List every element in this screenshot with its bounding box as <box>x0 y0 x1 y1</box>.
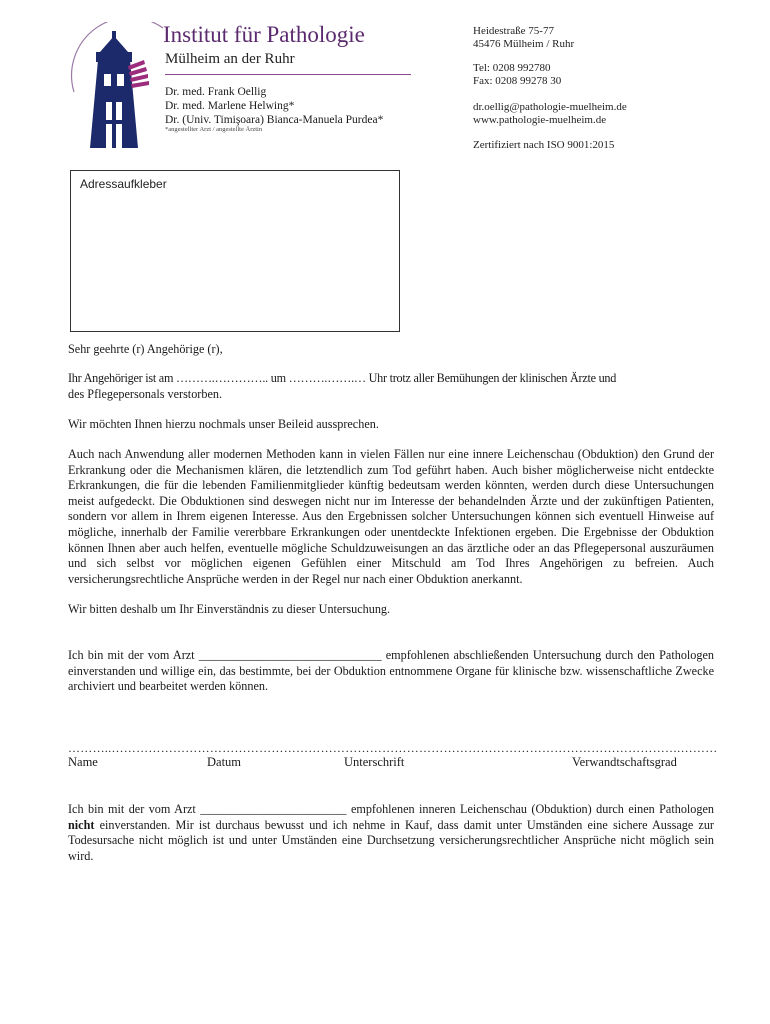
refusal-statement <box>68 802 714 864</box>
autopsy-explanation: Auch nach Anwendung aller modernen Methoden kann in vielen Fällen nur eine innere Leichenschau (Obduktion) den Grund der Erkrankung oder die Mechanismen klären, die letztendlich zum Tod geführt haben. Auch bisher möglicherweise nicht entdeckte Erkrankungen, die für die lebenden Familienmitglieder künftig bedeutsam werden könnten, werden durch diese Untersuchungen meist aufgedeckt. Die Obduktionen sind deswegen nicht nur im Interesse der behandelnden Ärzte und der zukünftigen Patienten, sondern vor allem in Ihrem eigenen Interesse. Aus den Ergebnissen solcher Untersuchungen können sich eventuell Hinweise auf mögliche, innerhalb der Familie vererbbare Erkrankungen oder unentdeckte Infektionen ergeben. Die Ergebnisse der Obduktion können Ihnen aber auch helfen, eventuelle mögliche Schuldzuweisungen an das ärztliche oder an das Pflegepersonal auszuräumen und sich selbst vor möglichen eigenen Gefühlen einer Mitschuld am Tod Ihres Angehörigen zu befreien. Auch versicherungsrechtliche Ansprüche werden in der Regel nur nach einer Obduktion anerkannt. <box>68 447 714 586</box>
death-notice-line: des Pflegepersonals verstorben. <box>68 387 222 401</box>
institute-title: Institut für Pathologie <box>163 22 365 47</box>
address-label-title: Adressaufkleber <box>80 177 167 191</box>
refusal-text: Ich bin mit der vom Arzt ________________________ empfohlenen inneren Leichenschau (Obduktion) durch einen Pathologen <box>68 802 714 816</box>
death-notice-line: Ihr Angehöriger ist am ……….………….. um ……….…….… Uhr trotz aller Bemühungen der klinischen Ärzte und <box>68 371 617 385</box>
website-address: www.pathologie-muelheim.de <box>473 114 607 126</box>
institute-logo <box>68 22 168 152</box>
refusal-text: einverstanden. Mir ist durchaus bewusst und ich nehme in Kauf, dass damit unter Umständen eine sichere Aussage zur Todesursache nicht möglich ist und unter Umständen eine Durchsetzung versicherungsrechtlicher Ansprüche nicht möglich sein wird. <box>68 817 714 863</box>
consent-statement: Ich bin mit der vom Arzt ______________________________ empfohlenen abschließenden Untersuchung durch den Pathologen einverstanden und willige ein, das bestimmte, bei der Obduktion entnommene Organe für klinische bzw. wissenschaftliche Zwecke archiviert und bearbeitet werden können. <box>68 648 714 694</box>
signature-label-date: Datum <box>207 755 242 769</box>
email-address: dr.oellig@pathologie-muelheim.de <box>473 101 627 113</box>
signature-line[interactable]: ………..………………………………………………………………………………………………………………………….……… <box>68 741 718 755</box>
certification-note: Zertifiziert nach ISO 9001:2015 <box>473 139 615 151</box>
signature-label-signature: Unterschrift <box>344 755 405 769</box>
header-divider <box>165 74 411 75</box>
fax-number: Fax: 0208 99278 30 <box>473 75 562 87</box>
address-street: Heidestraße 75-77 <box>473 25 554 37</box>
salutation: Sehr geehrte (r) Angehörige (r), <box>68 342 223 356</box>
signature-label-relation: Verwandtschaftsgrad <box>572 755 677 769</box>
doctors-footnote: *angestellter Arzt / angestellte Ärztin <box>165 126 263 133</box>
address-city: 45476 Mülheim / Ruhr <box>473 38 575 50</box>
doctor-name: Dr. (Univ. Timişoara) Bianca-Manuela Purdea* <box>165 114 384 126</box>
condolence-text: Wir möchten Ihnen hierzu nochmals unser Beileid aussprechen. <box>68 417 379 431</box>
refusal-emphasis: nicht <box>68 817 95 832</box>
institute-subtitle: Mülheim an der Ruhr <box>165 51 295 67</box>
signature-label-name: Name <box>68 755 98 769</box>
address-label-box <box>70 170 400 332</box>
doctor-name: Dr. med. Frank Oellig <box>165 86 267 98</box>
phone-number: Tel: 0208 992780 <box>473 62 551 74</box>
doctor-name: Dr. med. Marlene Helwing* <box>165 100 295 112</box>
consent-request: Wir bitten deshalb um Ihr Einverständnis zu dieser Untersuchung. <box>68 602 391 616</box>
